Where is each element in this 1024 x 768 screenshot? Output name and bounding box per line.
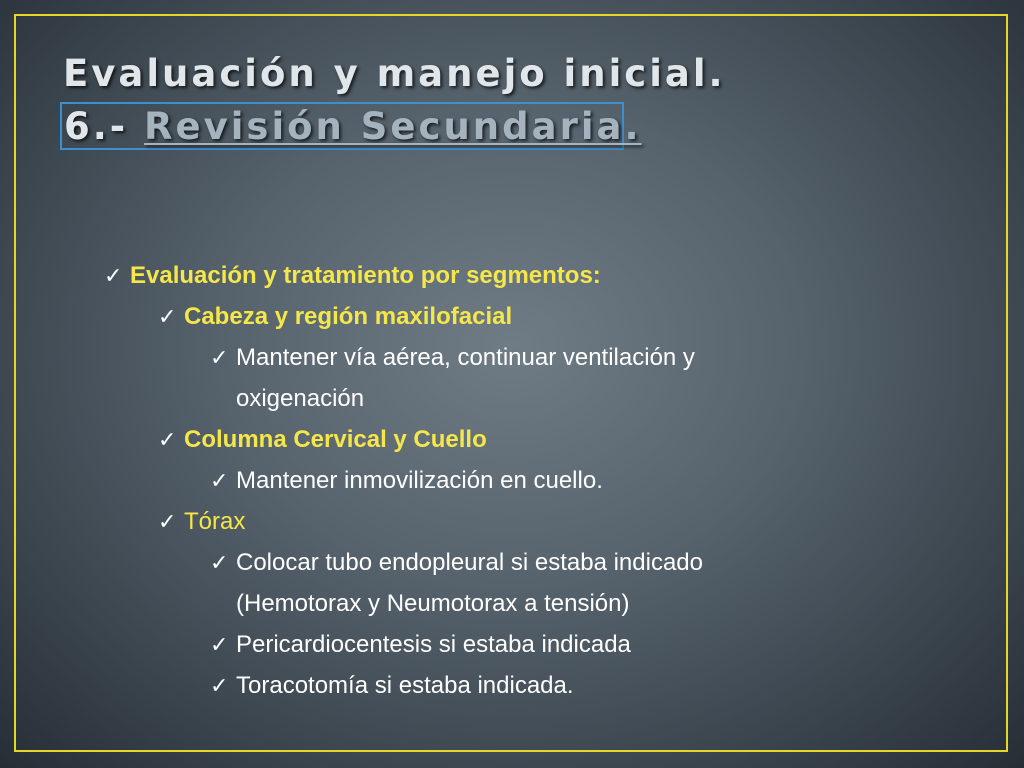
list-item-continuation: oxigenación [236,385,365,412]
item-label: Pericardiocentesis si estaba indicada [236,631,631,658]
checkmark-icon: ✓ [104,263,123,288]
item-label: Cabeza y región maxilofacial [184,303,513,330]
list-item-level1 [104,255,601,296]
list-item-head [158,296,512,337]
list-item-thorax-detail-2 [210,624,631,665]
subtitle-prefix: 6.- [64,105,145,148]
item-label: Tórax [184,508,246,535]
list-item-thorax-detail-3 [210,665,574,706]
item-label: Evaluación y tratamiento por segmentos: [130,262,601,289]
checkmark-icon: ✓ [210,345,229,370]
slide-subtitle [64,105,642,149]
checkmark-icon: ✓ [210,550,229,575]
slide-title: Evaluación y manejo inicial. [63,52,726,95]
checkmark-icon: ✓ [210,632,229,657]
checkmark-icon: ✓ [158,427,177,452]
checkmark-icon: ✓ [210,673,229,698]
list-item-cervical-detail [210,460,603,501]
item-label: Colocar tubo endopleural si estaba indicado [236,549,703,576]
subtitle-link[interactable]: Revisión Secundaria. [144,105,642,148]
list-item-head-detail [210,337,695,378]
list-item-cervical [158,419,487,460]
list-item-continuation: (Hemotorax y Neumotorax a tensión) [236,590,630,617]
checkmark-icon: ✓ [158,509,177,534]
item-label: Mantener vía aérea, continuar ventilación y [236,344,695,371]
checkmark-icon: ✓ [158,304,177,329]
list-item-thorax [158,501,245,542]
checkmark-icon: ✓ [210,468,229,493]
list-item-thorax-detail-1 [210,542,703,583]
item-label: Toracotomía si estaba indicada. [236,672,574,699]
item-label: Columna Cervical y Cuello [184,426,487,453]
item-label: Mantener inmovilización en cuello. [236,467,603,494]
